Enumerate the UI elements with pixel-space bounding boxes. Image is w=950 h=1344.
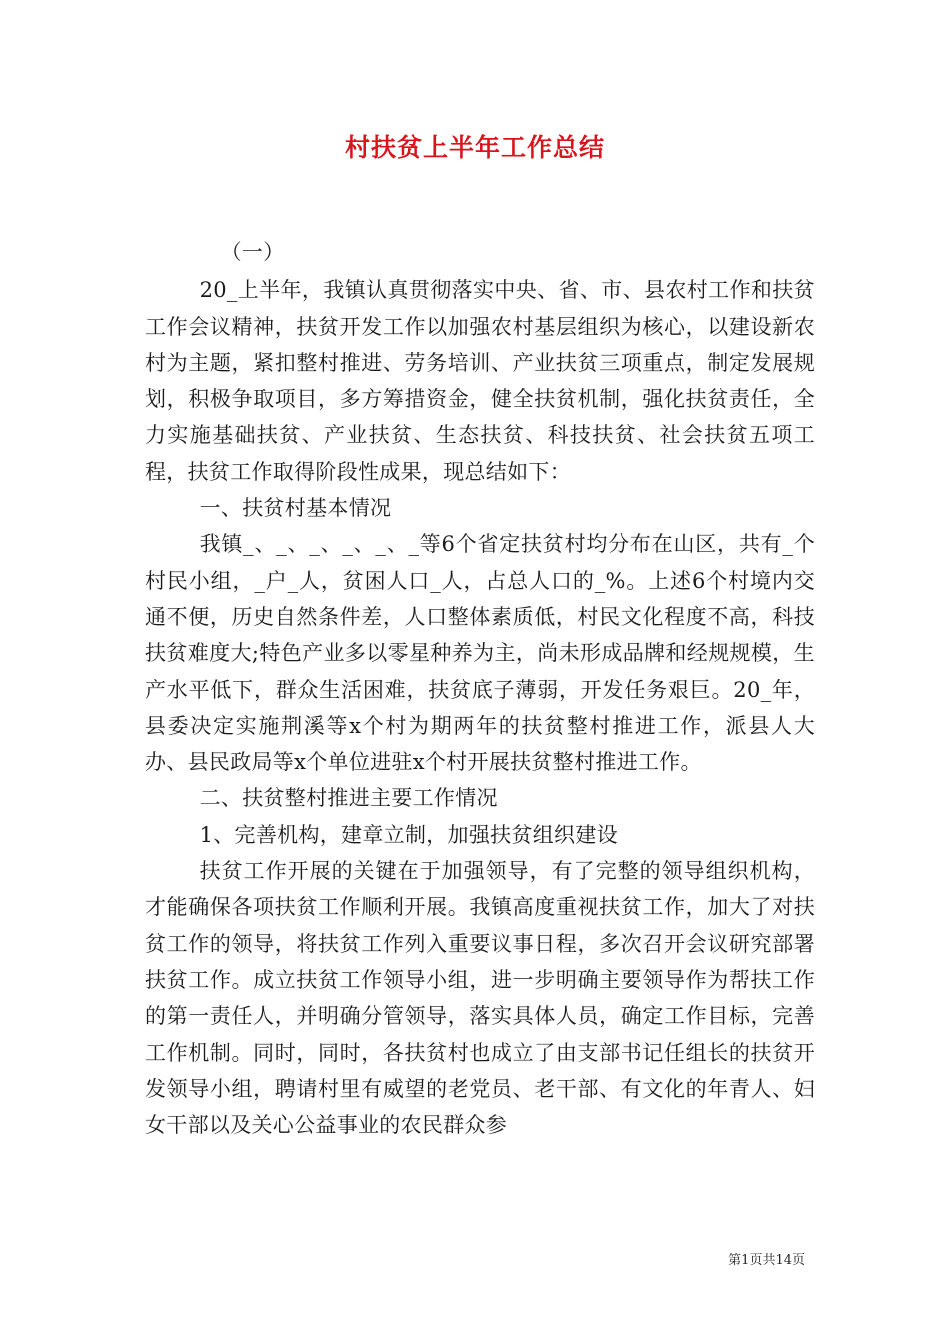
paragraph-organization: 扶贫工作开展的关键在于加强领导，有了完整的领导组织机构，才能确保各项扶贫工作顺利开展。我镇高度重视扶贫工作，加大了对扶贫工作的领导，将扶贫工作列入重要议事日程，多次召开会议研究部署扶贫工作。成立扶贫工作领导小组，进一步明确主要领导作为帮扶工作的第一责任人，并明确分管领导，落实具体人员，确定工作目标，完善工作机制。同时，同时，各扶贫村也成立了由支部书记任组长的扶贫开发领导小组，聘请村里有威望的老党员、老干部、有文化的年青人、妇女干部以及关心公益事业的农民群众参 [145, 859, 815, 1138]
document-body [145, 234, 815, 1143]
subheading-organization: 1、完善机构，建章立制，加强扶贫组织建设 [199, 822, 618, 847]
section-marker: （一） [220, 240, 285, 264]
paragraph-intro: 20_上半年，我镇认真贯彻落实中央、省、市、县农村工作和扶贫工作会议精神，扶贫开发工作以加强农村基层组织为核心，以建设新农村为主题，紧扣整村推进、劳务培训、产业扶贫三项重点，制定发展规划，积极争取项目，多方筹措资金，健全扶贫机制，强化扶贫责任，全力实施基础扶贫、产业扶贫、生态扶贫、科技扶贫、社会扶贫五项工程，扶贫工作取得阶段性成果，现总结如下： [145, 278, 815, 484]
document-title: 村扶贫上半年工作总结 [344, 133, 605, 162]
heading-basic-situation: 一、扶贫村基本情况 [199, 496, 392, 521]
heading-main-work: 二、扶贫整村推进主要工作情况 [199, 786, 498, 811]
paragraph-basic-situation: 我镇_、_、_、_、_、_等6个省定扶贫村均分布在山区，共有_个村民小组，_户_人，贫困人口_人，占总人口的_%。上述6个村境内交通不便，历史自然条件差，人口整体素质低，村民文化程度不高，科技扶贫难度大;特色产业多以零星种养为主，尚未形成品牌和经规规模，生产水平低下，群众生活困难，扶贫底子薄弱，开发任务艰巨。20_年，县委决定实施荆溪等x个村为期两年的扶贫整村推进工作，派县人大办、县民政局等x个单位进驻x个村开展扶贫整村推进工作。 [145, 532, 815, 775]
page-footer: 第1页共14页 [728, 1253, 805, 1268]
